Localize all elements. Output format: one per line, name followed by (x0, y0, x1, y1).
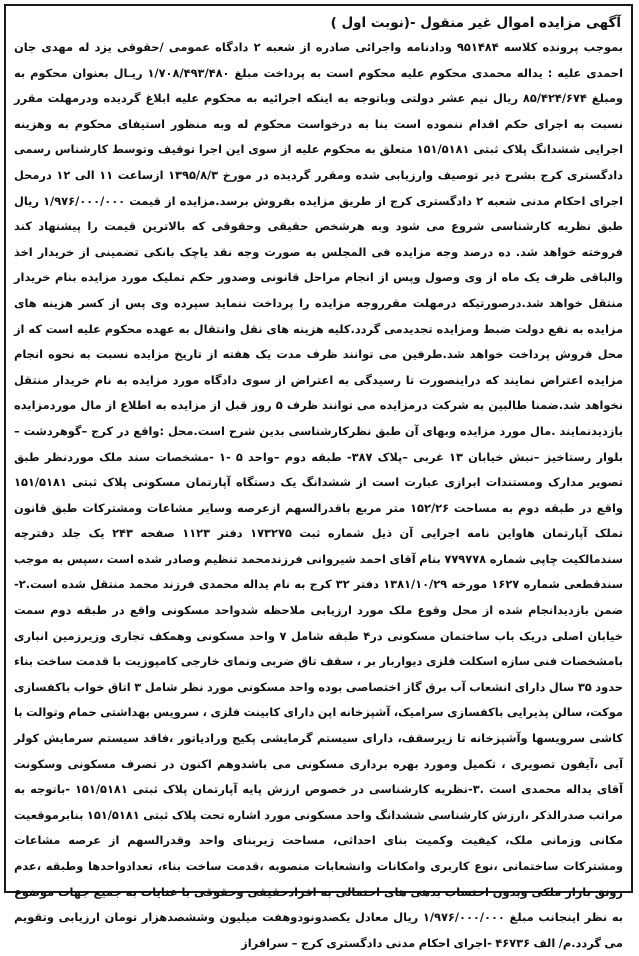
notice-body: بموجب پرونده کلاسه ۹۵۱۴۸۴ ودادنامه واجرائی صادره از شعبه ۲ دادگاه عمومی /حقوقی یزد له مهدی جان احمدی علیه : یداله محمدی محکوم علیه محکوم است به پرداخت مبلغ ۱/۷۰۸/۴۹۳/۴۸۰ ریـال بعنوان محکوم به ومبلغ ۸۵/۴۲۴/۶۷۴ ریال نیم عشر دولتی وباتوجه به اینکه اجرائیه به محکوم علیه ابلاغ گردیده ودرمهلت مقرر نسبت به اجرای حکم اقدام ننموده است بنا به درخواست محکوم له وبه منظور استیفای محکوم به وهزینه اجرایی ششدانگ پلاک ثبتی ۱۵۱/۵۱۸۱ متعلق به محکوم علیه از سوی این اجرا توقیف وتوسط کارشناس رسمی دادگستری کرج بشرح ذیر توصیف وارزیابی شده ومقرر گردیده در مورخ ۱۳۹۵/۸/۳ ازساعت ۱۱ الی ۱۲ درمحل اجرای احکام مدنی شعبه ۲ دادگستری کرج از طریق مزایده بفروش برسد.مزایده از قیمت ۱/۹۷۶/۰۰۰/۰۰۰ ریال طبق نظریه کارشناسی شروع می شود وبه هرشخص حقیقی وحقوقی که بالاترین قیمت را پیشنهاد کند فروخته خواهد شد. ده درصد وجه مزایده فی المجلس به صورت وجه نقد یاچک بانکی تضمینی از خریدار اخذ والباقی ظرف یک ماه از وی وصول وپس از انجام مراحل قانونی وصدور حکم تملیک مورد مزایده بنام خریدار منتقل خواهد شد.درصورتیکه درمهلت مقرروجه مزایده را پرداخت ننماید سپرده وی پس از کسر هزینه های مزایده به نفع دولت ضبط ومزایده تجدیدمی گردد.کلیه هزینه های نقل وانتقال به عهده محکوم علیه است که از محل فروش پرداخت خواهد شد.طرفین می توانند ظرف مدت یک هفته از تاریخ مزایده نسبت به نحوه انجام مزایده اعتراض نمایند که دراینصورت تا رسیدگی به اعتراض از سوی دادگاه مورد مزایده به نام خریدار منتقل نخواهد شد.ضمنا طالبین به شرکت درمزایده می توانند ظرف ۵ روز قبل از مزایده به اطلاع از مال موردمزایده بازدیدنمایند .مال مورد مزایده وبهای آن طبق نظرکارشناسی بدین شرح است.محل :واقع در کرج –گوهردشت –بلوار رستاخیز –نبش خیابان ۱۳ غربی –پلاک ۳۸۷- طبقه دوم –واحد ۵ -۱ -مشخصات سند ملک موردنظر طبق تصویر مدارک ومستندات ابرازی عبارت است از ششدانگ یک دستگاه آپارتمان مسکونی پلاک ثبتی ۱۵۱/۵۱۸۱ واقع در طبقه دوم به مساحت ۱۵۲/۲۶ متر مربع باقدرالسهم ازعرصه وسایر مشاعات ومشترکات طبق قانون تملک آپارتمان هاواین نامه اجرایی آن ذیل شماره ثبت ۱۷۳۲۷۵ دفتر ۱۱۲۳ صفحه ۲۴۳ یک جلد دفترچه سندمالکیت چاپی شماره ۷۷۹۷۷۸ بنام آقای احمد شیروانی فرزندمحمد تنظیم وصادر شده است ،سپس به موجب سندقطعی شماره ۱۶۲۷ مورخه ۱۳۸۱/۱۰/۲۹ دفتر ۳۲ کرج به نام یداله محمدی فرزند محمد منتقل شده است.۲-ضمن بازدیدانجام شده از محل وقوع ملک مورد ارزیابی ملاحظه شدواحد مسکونی واقع در طبقه دوم سمت خیابان اصلی دریک باب ساختمان مسکونی در۴ طبقه شامل ۷ واحد مسکونی وهمکف تجاری وزیرزمین انباری بامشخصات فنی سازه اسکلت فلزی دیواربار بر ، سقف تاق ضربی ونمای خارجی کامپوزیت با قدمت ساخت بناء حدود ۳۵ سال دارای انشعاب آب برق گاز اختصاصی بوده واحد مسکونی مورد نظر شامل ۳ اتاق خواب باکفسازی موکت، سالن پذیرایی باکفسازی سرامیک، آشپزخانه اپن دارای کابینت فلزی ، سرویس بهداشتی حمام وتوالت با کاشی سرویسها وآشپزخانه تا زیرسقف، دارای سیستم گرمایشی پکیج ورادیاتور ،فاقد سیستم سرمایش کولر آبی ،آیفون تصویری ، تکمیل ومورد بهره برداری مسکونی می باشدوهم اکنون در تصرف مسکونی وسکونت آقای یداله محمدی است .۳-نظریه کارشناسی در خصوص ارزش پایه آپارتمان پلاک ثبتی ۱۵۱/۵۱۸۱ -باتوجه به مراتب صدرالذکر ،ارزش کارشناسی ششدانگ واحد مسکونی مورد اشاره تحت پلاک ثبتی ۱۵۱/۵۱۸۱ بنابرموقعیت مکانی وزمانی ملک، کیفیت وکمیت بنای احداثی، مساحت زیربنای واحد وقدرالسهم از عرصه مشاعات ومشترکات ساختمانی ،نوع کاربری وامکانات وانشعابات منصوبه ،قدمت ساخت بناء، تعدادواحدها وطبقه ،عدم رونق بازار ملکی وبدون احتساب بدهی های احتمالی به افرادحقیقی وحقوقی با عنایات به جمیع جهات موضوع به نظر اینجانب مبلغ ۱/۹۷۶/۰۰۰/۰۰۰ ریال معادل یکصدونودوهفت میلیون وششصدهزار تومان ارزیابی وتقویم می گردد.م/ الف ۴۶۷۳۶ -اجرای احکام مدنی دادگستری کرج – سرافراز (14, 40, 624, 950)
notice-frame (4, 4, 633, 950)
notice-title: آگهی مزایده اموال غیر منقول -(نوبت اول ) (330, 15, 621, 31)
